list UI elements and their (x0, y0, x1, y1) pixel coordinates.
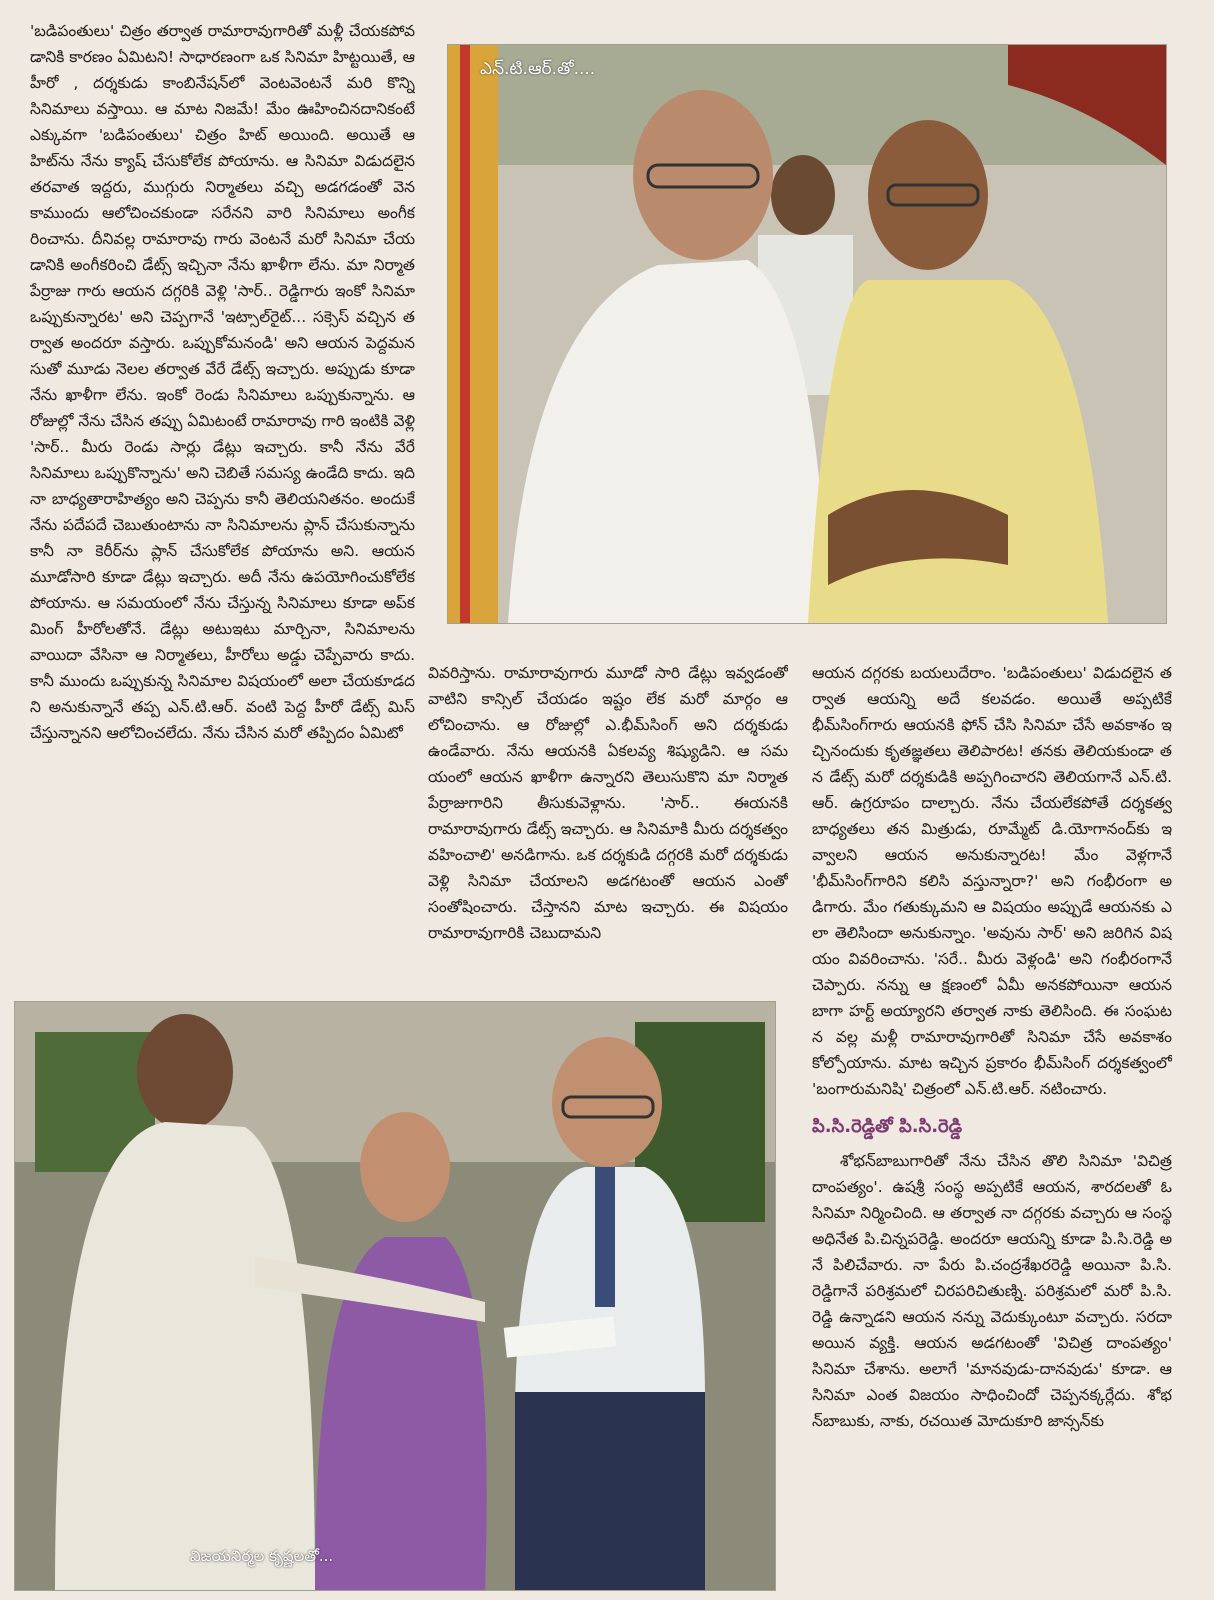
paragraph: వివరిస్తాను. రామారావుగారు మూడో సారి డేట్లు ఇవ్వడంతో వాటిని కాన్సిల్ చేయడం ఇష్టం లేక మరో మార్గం ఆలోచించాను. ఆ రోజుల్లో ఎ.భీమ్‌సింగ్ అని దర్శకుడు ఉండేవారు. నేను ఆయనకి ఏకలవ్య శిష్యుడిని. ఆ సమయంలో ఆయన ఖాళీగా ఉన్నారని తెలుసుకొని మా నిర్మాత పేర్రాజుగారిని తీసుకువెళ్లాను. 'సార్.. ఈయనకి రామారావుగారు డేట్స్ ఇచ్చారు. ఆ సినిమాకి మీరు దర్శకత్వం వహించాలి' అనడిగాను. ఒక దర్శకుడి దగ్గరకి మరో దర్శకుడు వెళ్లి సినిమా చేయాలని అడగటంతో ఆయన ఎంతో సంతోషించారు. చేస్తానని మాట ఇచ్చారు. ఈ విషయం రామారావుగారికి చెబుదామని (428, 664, 788, 942)
section-subheading: పి.సి.రెడ్డితో పి.సి.రెడ్డి (812, 1116, 963, 1137)
photo-ntr-illustration (448, 45, 1166, 623)
article-column-3 (812, 660, 1172, 1585)
paragraph: 'బడిపంతులు' చిత్రం తర్వాత రామారావుగారితో మళ్లీ చేయకపోవడానికి కారణం ఏమిటని! సాధారణంగా ఒక సినిమా హిట్టయితే, ఆ హీరో , దర్శకుడు కాంబినేషన్‌లో వెంటవెంటనే మరి కొన్ని సినిమాలు వస్తాయి. ఆ మాట నిజమే! మేం ఊహించినదానికంటే ఎక్కువగా 'బడిపంతులు' చిత్రం హిట్ అయింది. అయితే ఆ హిట్‌ను నేను క్యాష్ చేసుకోలేక పోయాను. ఆ సినిమా విడుదలైన తరవాత ఇద్దరు, ముగ్గురు నిర్మాతలు వచ్చి అడగడంతో వెనకాముందు ఆలోచించకుండా సరేనని వారి సినిమాలు అంగీకరించాను. దీనివల్ల రామారావు గారు వెంటనే మరో సినిమా చేయడానికి అంగీకరించి డేట్స్ ఇచ్చినా నేను ఖాళీగా లేను. మా నిర్మాత పేర్రాజు గారు ఆయన దగ్గరికి వెళ్లి 'సార్.. రెడ్డిగారు ఇంకో సినిమా ఒప్పుకున్నారట' అని చెప్పగానే 'ఇట్సాల్‌రైట్... సక్సెస్ వచ్చిన తర్వాత అందరూ వస్తారు. ఒప్పుకోమనండి' అని ఆయన పెద్దమనసుతో మూడు నెలల తర్వాత వేరే డేట్స్ ఇచ్చారు. అప్పుడు కూడా నేను ఖాళీగా లేను. ఇంకో రెండు సినిమాలు ఒప్పుకున్నాను. ఆ రోజుల్లో నేను చేసిన తప్పు ఏమిటంటే రామారావు గారి ఇంటికి వెళ్లి 'సార్.. మీరు రెండు సార్లు డేట్లు ఇచ్చారు. కానీ నేను వేరే సినిమాలు ఒప్పుకొన్నాను' అని చెబితే సమస్య ఉండేది కాదు. ఇది నా బాధ్యతారాహిత్యం అని చెప్పను కానీ తెలియనితనం. అందుకే నేను పదేపదే చెబుతుంటాను నా సినిమాలను ప్లాన్ చేసుకున్నాను కానీ నా కెరీర్‌ను ప్లాన్ చేసుకోలేక పోయాను అని. ఆయన మూడోసారి కూడా డేట్లు ఇచ్చారు. అదీ నేను ఉపయోగించుకోలేక పోయాను. ఆ సమయంలో నేను చేస్తున్న సినిమాలు కూడా అప్‌కమింగ్ హీరోలతోనే. డేట్లు అటుఇటు మార్చినా, సినిమాలను వాయిదా వేసినా ఆ నిర్మాతలు, హీరోలు అడ్డు చెప్పేవారు కాదు. కానీ ముందు ఒప్పుకున్న సినిమాల విషయంలో అలా చేయకూడదని అనుకున్నానే తప్ప ఎన్.టి.ఆర్. వంటి పెద్ద హీరో డేట్స్ మిస్ చేస్తున్నానని ఆలోచించలేదు. నేను చేసిన మరో తప్పిదం ఏమిటో (30, 22, 415, 742)
article-column-2 (428, 660, 788, 990)
photo-vijayanirmala-krishna (15, 1002, 775, 1590)
paragraph: శోభన్‌బాబుగారితో నేను చేసిన తొలి సినిమా 'విచిత్ర దాంపత్యం'. ఉషశ్రీ సంస్థ అప్పటికే ఆయన, శారదలతో ఓ సినిమా నిర్మించింది. ఆ తర్వాత నా దగ్గరకు వచ్చారు ఆ సంస్థ అధినేత పి.చిన్నపరెడ్డి. అందరూ ఆయన్ని కూడా పి.సి.రెడ్డి అనే పిలిచేవారు. నా పేరు పి.చంద్రశేఖరరెడ్డి అయినా పి.సి.రెడ్డిగానే పరిశ్రమలో చిరపరిచితుణ్ని. పరిశ్రమలో మరో పి.సి.రెడ్డి ఉన్నాడని ఆయన నన్ను వెదుక్కుంటూ వచ్చారు. సరదా అయిన వ్యక్తి. ఆయన అడగటంతో 'విచిత్ర దాంపత్యం' సినిమా చేశాను. అలాగే 'మానవుడు-దానవుడు' కూడా. ఆ సినిమా ఎంత విజయం సాధించిందో చెప్పనక్కర్లేదు. శోభన్‌బాబుకు, నాకు, రచయిత మోదుకూరి జాన్సన్‌కు (812, 1152, 1172, 1430)
photo-group-illustration (15, 1002, 775, 1590)
photo-ntr (448, 45, 1166, 623)
photo-caption: ఎన్.టి.ఆర్.తో.... (480, 59, 596, 79)
paragraph: ఆయన దగ్గరకు బయలుదేరాం. 'బడిపంతులు' విడుదలైన తర్వాత ఆయన్ని అదే కలవడం. అయితే అప్పటికే భీమ్‌సింగ్‌గారు ఆయనకి ఫోన్ చేసి సినిమా చేసే అవకాశం ఇచ్చినందుకు కృతజ్ఞతలు తెలిపారట! తనకు తెలియకుండా తన డేట్స్ మరో దర్శకుడికి అప్పగించారని తెలియగానే ఎన్.టి.ఆర్. ఉగ్రరూపం దాల్చారు. నేను చేయలేకపోతే దర్శకత్వ బాధ్యతలు తన మిత్రుడు, రూమ్మేట్ డి.యోగానంద్‌కు ఇవ్వాలని ఆయన అనుకున్నారట! మేం వెళ్లగానే 'భీమ్‌సింగ్‌గారిని కలిసి వస్తున్నారా?' అని గంభీరంగా అడిగారు. మేం గతుక్కుమని ఆ విషయం అప్పుడే ఆయనకు ఎలా తెలిసిందా అనుకున్నాం. 'అవును సార్' అని జరిగిన విషయం వివరించాను. 'సరే.. మీరు వెళ్లండి' అని గంభీరంగానే చెప్పారు. నన్ను ఆ క్షణంలో ఏమీ అనకపోయినా ఆయన బాగా హర్ట్ అయ్యారని తర్వాత నాకు తెలిసింది. ఈ సంఘటన వల్ల మళ్లీ రామారావుగారితో సినిమా చేసే అవకాశం కోల్పోయాను. మాట ఇచ్చిన ప్రకారం భీమ్‌సింగ్ దర్శకత్వంలో 'బంగారుమనిషి' చిత్రంలో ఎన్.టి.ఆర్. నటించారు. (812, 664, 1172, 1098)
photo-caption: విజయనిర్మల కృష్ణలతో... (190, 1547, 334, 1565)
article-column-1 (30, 18, 415, 988)
